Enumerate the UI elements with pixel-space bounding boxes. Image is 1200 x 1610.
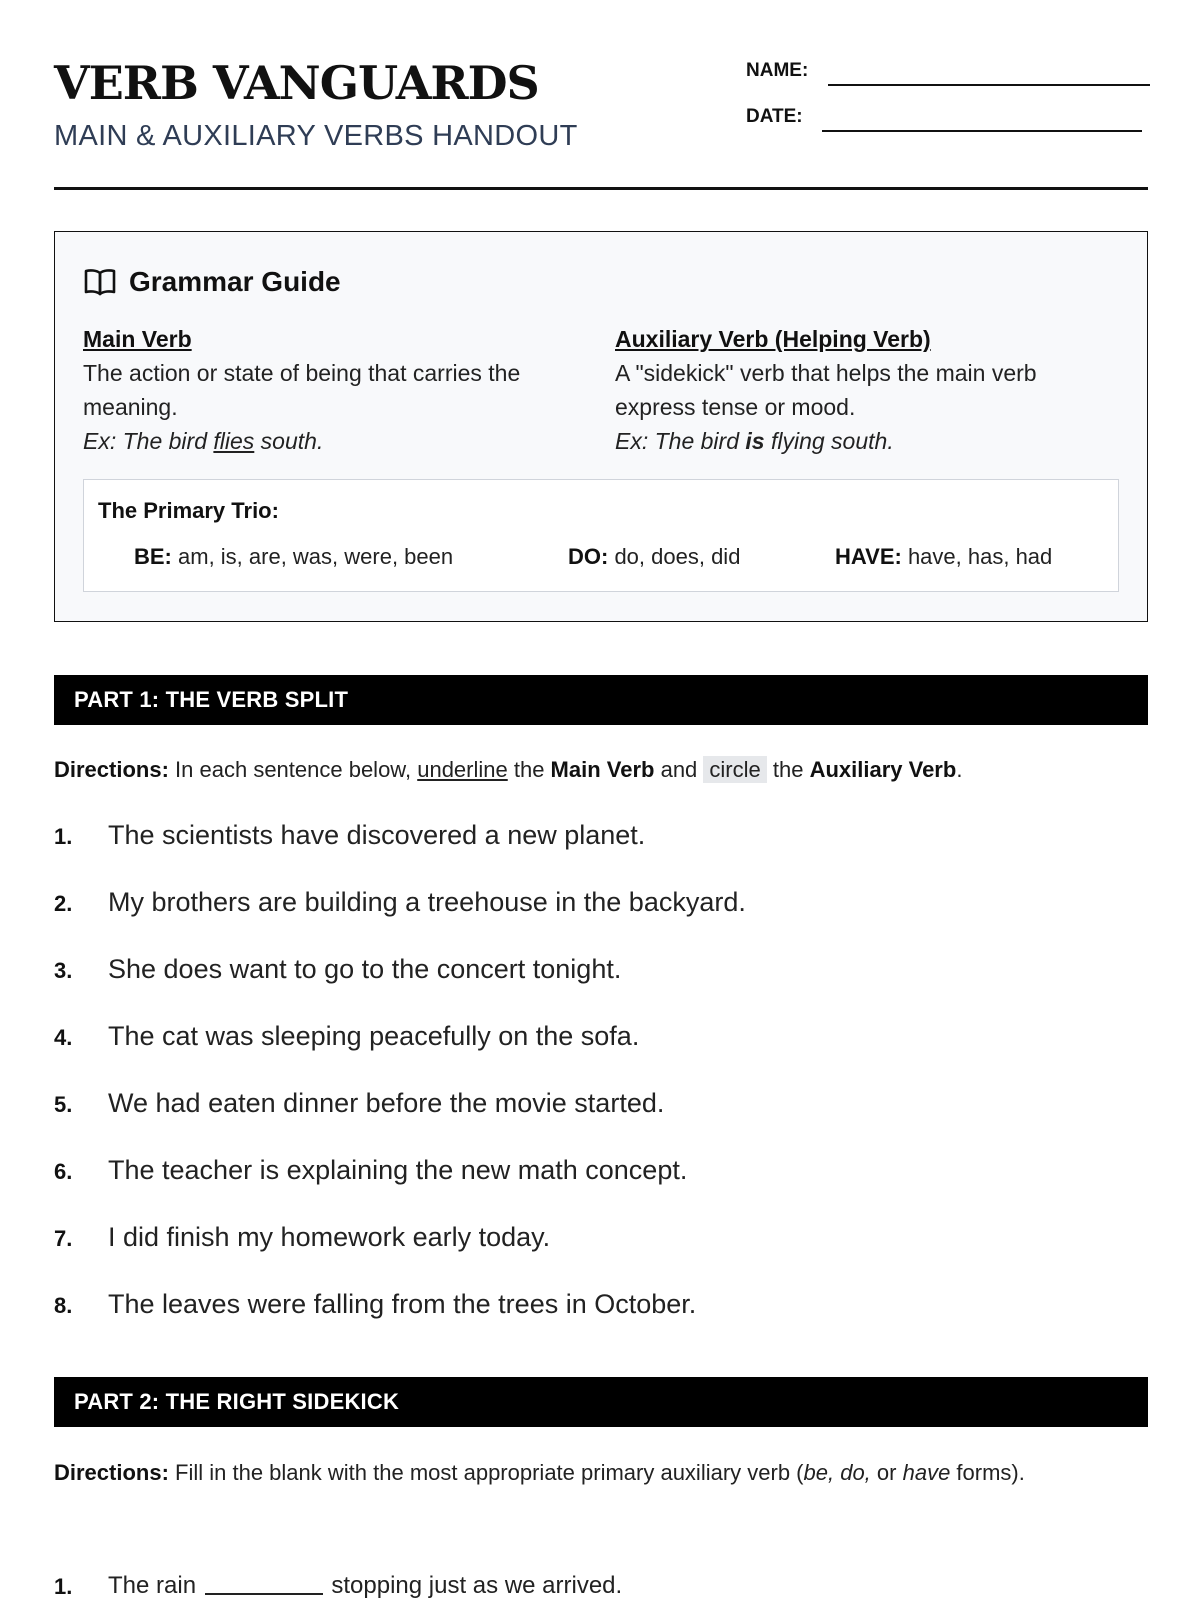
fill-in-sentence: The rain stopping just as we arrived. (108, 1572, 623, 1599)
trio-title: The Primary Trio: (98, 498, 279, 523)
part2-header: PART 2: THE RIGHT SIDEKICK (54, 1377, 1148, 1427)
part1-directions: Directions: In each sentence below, underline the Main Verb and circle the Auxiliary Verb. (54, 757, 963, 782)
sentence-text[interactable]: My brothers are building a treehouse in the backyard. (108, 887, 746, 917)
guide-title: Grammar Guide (129, 266, 341, 297)
sentence-text[interactable]: The cat was sleeping peacefully on the sofa. (108, 1021, 640, 1051)
grammar-guide-box (54, 231, 1148, 622)
trio-have: HAVE: have, has, had (835, 544, 1053, 569)
aux-verb-definition (615, 322, 1115, 458)
page-title: VERB VANGUARDS (54, 56, 539, 110)
answer-blank[interactable] (205, 1575, 323, 1595)
aux-verb-text: A "sidekick" verb that helps the main verb express tense or mood. (615, 360, 1037, 420)
name-blank-line[interactable] (828, 84, 1150, 86)
main-verb-text: The action or state of being that carries the meaning. (83, 360, 521, 420)
sentence-text[interactable]: She does want to go to the concert tonight. (108, 954, 622, 984)
sentence-text[interactable]: The teacher is explaining the new math concept. (108, 1155, 688, 1185)
example-key-word: flies (213, 428, 255, 454)
date-field[interactable] (746, 106, 803, 128)
aux-verb-example: Ex: The bird is flying south. (615, 428, 894, 454)
sentence-text[interactable]: I did finish my homework early today. (108, 1222, 551, 1252)
sentence-text[interactable]: The scientists have discovered a new planet. (108, 820, 646, 850)
guide-header (83, 266, 341, 298)
date-label: DATE: (746, 106, 803, 127)
date-blank-line[interactable] (822, 130, 1142, 132)
book-icon (83, 267, 117, 297)
trio-do: DO: do, does, did (568, 544, 741, 569)
primary-trio-box (83, 479, 1119, 592)
part2-directions: Directions: Fill in the blank with the most appropriate primary auxiliary verb (be, do, or have forms). (54, 1460, 1025, 1485)
part1-header: PART 1: THE VERB SPLIT (54, 675, 1148, 725)
aux-verb-heading: Auxiliary Verb (Helping Verb) (615, 326, 931, 352)
main-verb-example: Ex: The bird flies south. (83, 428, 324, 454)
name-label: NAME: (746, 60, 809, 81)
main-verb-definition (83, 322, 563, 458)
header-divider (54, 187, 1148, 190)
sentence-text[interactable]: We had eaten dinner before the movie started. (108, 1088, 665, 1118)
main-verb-heading: Main Verb (83, 326, 192, 352)
name-field[interactable] (746, 60, 808, 82)
trio-be: BE: am, is, are, was, were, been (134, 544, 454, 569)
example-key-word: is (745, 428, 765, 454)
sentence-text[interactable]: The leaves were falling from the trees in October. (108, 1289, 697, 1319)
page-subtitle: MAIN & AUXILIARY VERBS HANDOUT (54, 120, 578, 152)
